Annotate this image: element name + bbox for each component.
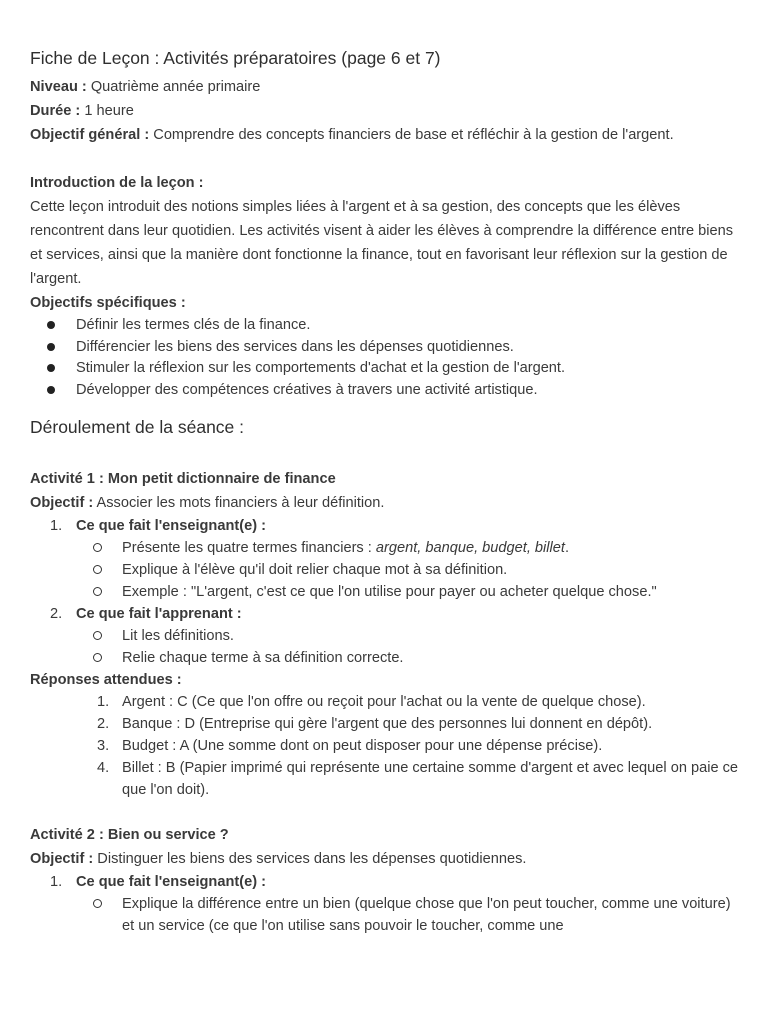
step-item: [30, 871, 742, 937]
step-label: Ce que fait l'enseignant(e) :: [76, 518, 266, 534]
page-title: Fiche de Leçon : Activités préparatoires (page 6 et 7): [30, 48, 441, 68]
list-item: Explique la différence entre un bien (quelque chose que l'on peut toucher, comme une voiture) et un service (ce que l'on utilise sans pouvoir le toucher, comme une: [30, 893, 742, 937]
list-item: Lit les définitions.: [30, 625, 742, 647]
answer-text: Argent : C (Ce que l'on offre ou reçoit pour l'achat ou la vente de quelque chose).: [122, 694, 646, 710]
list-item: Stimuler la réflexion sur les comportements d'achat et la gestion de l'argent.: [30, 358, 742, 380]
activite2-objectif-label: Objectif :: [30, 851, 94, 867]
list-item: [30, 691, 742, 713]
list-item: Relie chaque terme à sa définition correcte.: [30, 647, 742, 669]
activite2-steps: [30, 871, 742, 937]
reponses-heading: Réponses attendues :: [30, 672, 182, 688]
answer-text: Budget : A (Une somme dont on peut disposer pour une dépense précise).: [122, 738, 603, 754]
financial-terms: argent, banque, budget, billet: [375, 540, 565, 556]
answer-number: 3.: [97, 738, 110, 754]
step-sublist: [76, 625, 742, 669]
objectif-general-label: Objectif général :: [30, 127, 150, 143]
intro-heading: Introduction de la leçon :: [30, 175, 204, 191]
step-number: 1.: [50, 518, 63, 534]
list-item: [30, 713, 742, 735]
step-label: Ce que fait l'enseignant(e) :: [76, 874, 266, 890]
list-item: Explique à l'élève qu'il doit relier chaque mot à sa définition.: [30, 559, 742, 581]
activite2-objectif-value: Distinguer les biens des services dans les dépenses quotidiennes.: [93, 851, 527, 867]
list-item: Différencier les biens des services dans les dépenses quotidiennes.: [30, 337, 742, 359]
answer-text: Billet : B (Papier imprimé qui représente une certaine somme d'argent et avec lequel on paie ce que l'on doit).: [122, 760, 739, 798]
activite1-objectif-value: Associer les mots financiers à leur définition.: [93, 495, 385, 511]
objectif-general-line: [30, 123, 742, 147]
niveau-value: Quatrième année primaire: [86, 79, 261, 95]
niveau-line: [30, 75, 742, 99]
activite1-heading: Activité 1 : Mon petit dictionnaire de finance: [30, 471, 336, 487]
activite1-steps: [30, 515, 742, 669]
activite2-objectif: [30, 847, 742, 871]
list-item: [30, 537, 742, 559]
list-item: Développer des compétences créatives à travers une activité artistique.: [30, 380, 742, 402]
step-item: [30, 603, 742, 669]
objectif-general-value: Comprendre des concepts financiers de base et réfléchir à la gestion de l'argent.: [149, 127, 674, 143]
niveau-label: Niveau :: [30, 79, 87, 95]
step-sublist: [76, 893, 742, 937]
duree-line: [30, 99, 742, 123]
list-item: Définir les termes clés de la finance.: [30, 315, 742, 337]
step-number: 1.: [50, 874, 63, 890]
activite1-objectif: [30, 491, 742, 515]
objectifs-list: [30, 315, 742, 401]
answer-text: Banque : D (Entreprise qui gère l'argent que des personnes lui donnent en dépôt).: [122, 716, 653, 732]
list-item-text: Présente les quatre termes financiers :: [122, 540, 376, 556]
terms-end: .: [564, 540, 570, 556]
step-item: [30, 515, 742, 603]
activite1-objectif-label: Objectif :: [30, 495, 94, 511]
duree-value: 1 heure: [80, 103, 134, 119]
document-page: [30, 46, 742, 937]
activite2-heading: Activité 2 : Bien ou service ?: [30, 827, 229, 843]
step-sublist: [76, 537, 742, 603]
list-item: [30, 757, 742, 801]
reponses-list: [30, 691, 742, 801]
answer-number: 2.: [97, 716, 110, 732]
deroulement-heading: Déroulement de la séance :: [30, 417, 245, 437]
step-number: 2.: [50, 606, 63, 622]
objectifs-heading: Objectifs spécifiques :: [30, 295, 186, 311]
duree-label: Durée :: [30, 103, 81, 119]
answer-number: 1.: [97, 694, 110, 710]
answer-number: 4.: [97, 760, 110, 776]
intro-text: Cette leçon introduit des notions simples liées à l'argent et à sa gestion, des concepts que les élèves rencontrent dans leur quotidien. Les activités visent à aider les élèves à comprendre la différence entre biens et services, ainsi que la manière dont fonctionne la finance, tout en favorisant leur réflexion sur la gestion de l'argent.: [30, 199, 734, 287]
list-item: [30, 735, 742, 757]
step-label: Ce que fait l'apprenant :: [76, 606, 242, 622]
list-item: Exemple : "L'argent, c'est ce que l'on utilise pour payer ou acheter quelque chose.": [30, 581, 742, 603]
